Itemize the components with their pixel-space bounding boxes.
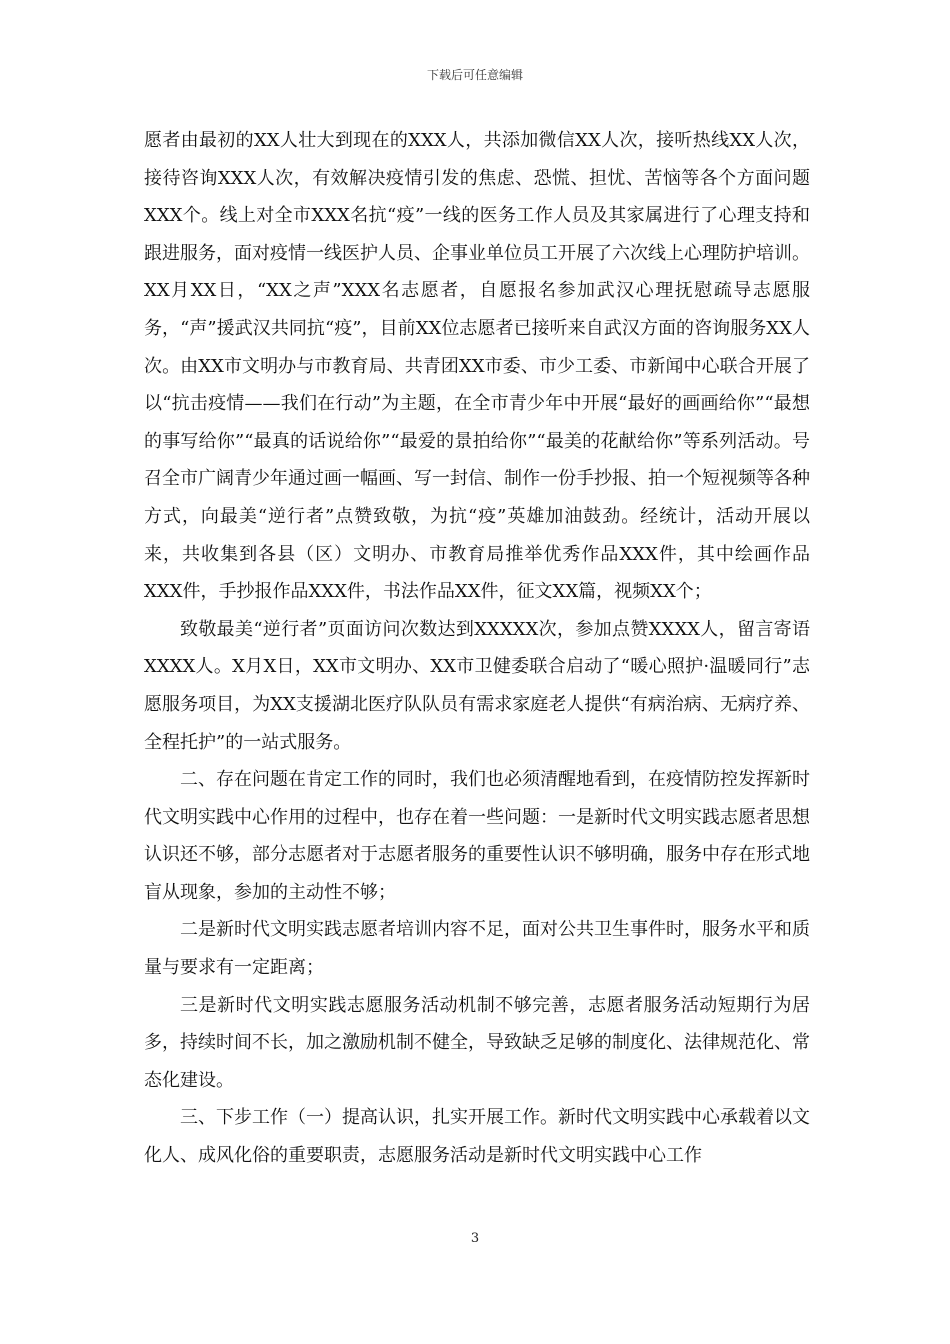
page-header: 下载后可任意编辑 xyxy=(426,68,523,82)
paragraph-4: 二是新时代文明实践志愿者培训内容不足，面对公共卫生事件时，服务水平和质量与要求有一定距离； xyxy=(144,919,810,979)
page-number: 3 xyxy=(470,1231,480,1246)
paragraph-1: 愿者由最初的XX人壮大到现在的XXX人，共添加微信XX人次，接听热线XX人次，接待咨询XXX人次，有效解决疫情引发的焦虑、恐慌、担忧、苦恼等各个方面问题XXX个。线上对全市XXX名抗“疫”一线的医务工作人员及其家属进行了心理支持和跟进服务，面对疫情一线医护人员、企事业单位员工开展了六次线上心理防护培训。XX月XX日，“XX之声”XXX名志愿者，自愿报名参加武汉心理抚慰疏导志愿服务，“声”援武汉共同抗“疫”，目前XX位志愿者已接听来自武汉方面的咨询服务XX人次。由XX市文明办与市教育局、共青团XX市委、市少工委、市新闻中心联合开展了以“抗击疫情——我们在行动”为主题，在全市青少年中开展“最好的画画给你”“最想的事写给你”“最真的话说给你”“最爱的景拍给你”“最美的花献给你”等系列活动。号召全市广阔青少年通过画一幅画、写一封信、制作一份手抄报、拍一个短视频等各种方式，向最美“逆行者”点赞致敬，为抗“疫”英雄加油鼓劲。经统计，活动开展以来，共收集到各县（区）文明办、市教育局推举优秀作品XXX件，其中绘画作品XXX件，手抄报作品XXX件，书法作品XX件，征文XX篇，视频XX个； xyxy=(144,130,810,603)
paragraph-2: 致敬最美“逆行者”页面访问次数达到XXXXX次，参加点赞XXXX人，留言寄语XXXX人。X月X日，XX市文明办、XX市卫健委联合启动了“暖心照护·温暖同行”志愿服务项目，为XX支援湖北医疗队队员有需求家庭老人提供“有病治病、无病疗养、全程托护”的一站式服务。 xyxy=(144,618,810,753)
paragraph-6: 三、下步工作（一）提高认识，扎实开展工作。新时代文明实践中心承载着以文化人、成风化俗的重要职责，志愿服务活动是新时代文明实践中心工作 xyxy=(144,1107,810,1167)
paragraph-5: 三是新时代文明实践志愿服务活动机制不够完善，志愿者服务活动短期行为居多，持续时间不长，加之激励机制不健全，导致缺乏足够的制度化、法律规范化、常态化建设。 xyxy=(144,994,810,1091)
document-body xyxy=(144,122,810,1175)
paragraph-3: 二、存在问题在肯定工作的同时，我们也必须清醒地看到，在疫情防控发挥新时代文明实践中心作用的过程中，也存在着一些问题：一是新时代文明实践志愿者思想认识还不够，部分志愿者对于志愿者服务的重要性认识不够明确，服务中存在形式地盲从现象，参加的主动性不够； xyxy=(144,769,810,903)
